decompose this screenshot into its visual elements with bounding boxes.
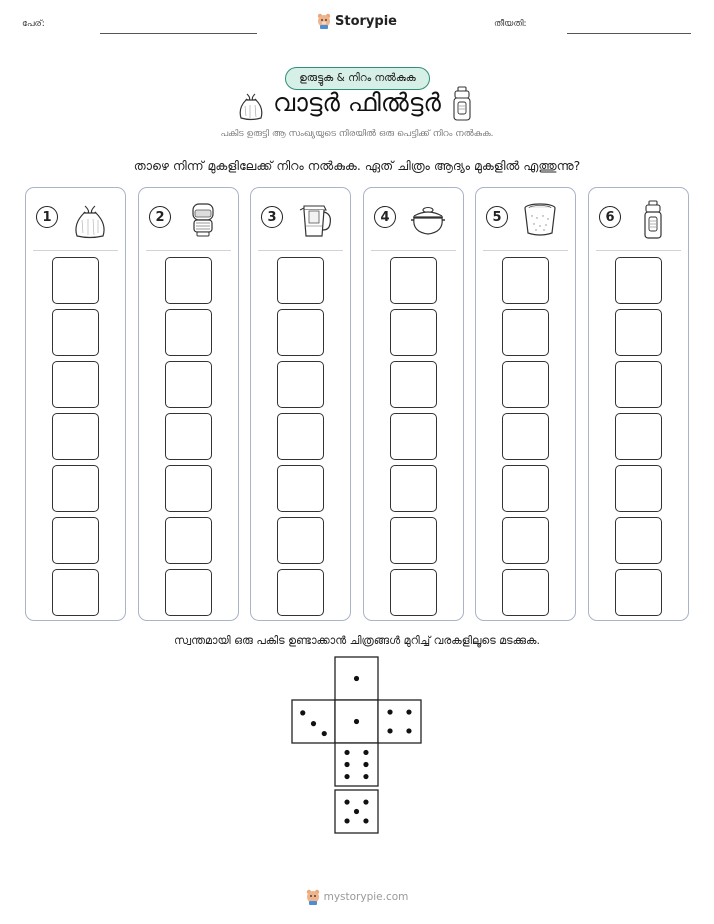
color-box[interactable] [390, 465, 437, 512]
color-box[interactable] [615, 413, 662, 460]
color-box[interactable] [277, 413, 324, 460]
dice-pip [363, 774, 368, 779]
dice-pip [344, 750, 349, 755]
color-box[interactable] [52, 309, 99, 356]
dice-face-1 [335, 700, 378, 743]
color-box[interactable] [502, 361, 549, 408]
page-title: വാട്ടർ ഫിൽട്ടർ [273, 88, 441, 117]
column-number: 2 [149, 206, 171, 228]
brand-name: Storypie [335, 13, 397, 29]
dice-net-instruction: സ്വന്തമായി ഒരു പകിട ഉണ്ടാക്കാൻ ചിത്രങ്ങൾ മുറിച്ച് വരകളിലൂടെ മടക്കുക. [174, 634, 540, 647]
color-box[interactable] [615, 309, 662, 356]
color-box[interactable] [390, 309, 437, 356]
filter-cartridge-icon [520, 200, 560, 240]
color-box[interactable] [52, 517, 99, 564]
color-box[interactable] [390, 413, 437, 460]
color-box[interactable] [165, 309, 212, 356]
footer [0, 889, 714, 909]
color-box[interactable] [390, 569, 437, 616]
dice-face-1 [335, 657, 378, 700]
column-divider [371, 250, 456, 251]
dice-pip [406, 709, 411, 714]
column-divider [596, 250, 681, 251]
color-box[interactable] [277, 569, 324, 616]
color-box[interactable] [277, 517, 324, 564]
column-3 [250, 187, 351, 621]
color-box[interactable] [502, 257, 549, 304]
dice-pip [311, 721, 316, 726]
drawstring-bag-icon [70, 200, 110, 240]
dice-pip [363, 750, 368, 755]
color-box[interactable] [52, 465, 99, 512]
color-box[interactable] [165, 569, 212, 616]
color-box[interactable] [52, 257, 99, 304]
color-box[interactable] [165, 517, 212, 564]
color-box[interactable] [502, 569, 549, 616]
color-box[interactable] [502, 517, 549, 564]
color-box[interactable] [165, 361, 212, 408]
filter-bottle-icon [633, 200, 673, 240]
column-divider [258, 250, 343, 251]
column-number: 3 [261, 206, 283, 228]
color-box[interactable] [52, 569, 99, 616]
color-box[interactable] [615, 465, 662, 512]
color-box[interactable] [615, 257, 662, 304]
filter-bottle-icon [451, 86, 473, 122]
color-box[interactable] [52, 413, 99, 460]
clay-pot-icon [408, 200, 448, 240]
activity-badge: ഉരുട്ടുക & നിറം നൽകുക [285, 67, 430, 90]
dice-pip [344, 774, 349, 779]
color-box[interactable] [615, 517, 662, 564]
color-box[interactable] [277, 309, 324, 356]
brand [0, 13, 714, 33]
dice-face-4 [378, 700, 421, 743]
column-1 [25, 187, 126, 621]
dice-pip [406, 728, 411, 733]
column-number: 1 [36, 206, 58, 228]
dice-pip [300, 710, 305, 715]
date-label: തീയതി: [494, 19, 527, 29]
dice-pip [387, 709, 392, 714]
dice-pip [322, 731, 327, 736]
name-field[interactable] [100, 33, 257, 34]
column-number: 5 [486, 206, 508, 228]
column-divider [33, 250, 118, 251]
color-box[interactable] [165, 465, 212, 512]
dice-pip [344, 762, 349, 767]
color-box[interactable] [615, 569, 662, 616]
color-box[interactable] [277, 257, 324, 304]
column-number: 4 [374, 206, 396, 228]
column-2 [138, 187, 239, 621]
faucet-filter-icon [183, 200, 223, 240]
dice-pip [363, 762, 368, 767]
filter-pitcher-icon [295, 200, 335, 240]
name-label: പേര്: [22, 19, 45, 29]
dice-pip [354, 676, 359, 681]
column-4 [363, 187, 464, 621]
color-box[interactable] [390, 257, 437, 304]
dice-pip [354, 809, 359, 814]
subtitle: പകിട ഉരുട്ടി ആ സംഖ്യയുടെ നിരയിൽ ഒരു പെട്ടിക്ക് നിറം നൽകുക. [220, 129, 494, 139]
instruction: താഴെ നിന്ന് മുകളിലേക്ക് നിറം നൽകുക. ഏത് ചിത്രം ആദ്യം മുകളിൽ എത്തുന്നു? [133, 158, 581, 173]
dice-pip [363, 818, 368, 823]
color-box[interactable] [390, 361, 437, 408]
dice-pip [363, 799, 368, 804]
color-box[interactable] [52, 361, 99, 408]
color-box[interactable] [502, 413, 549, 460]
color-box[interactable] [165, 257, 212, 304]
dice-face-6 [335, 743, 378, 786]
color-box[interactable] [165, 413, 212, 460]
date-field[interactable] [567, 33, 691, 34]
dice-pip [344, 818, 349, 823]
color-box[interactable] [502, 309, 549, 356]
column-divider [146, 250, 231, 251]
color-box[interactable] [502, 465, 549, 512]
dice-pip [387, 728, 392, 733]
bear-logo-icon [306, 889, 320, 905]
color-box[interactable] [615, 361, 662, 408]
color-box[interactable] [277, 361, 324, 408]
column-divider [483, 250, 568, 251]
column-number: 6 [599, 206, 621, 228]
color-box[interactable] [277, 465, 324, 512]
column-6 [588, 187, 689, 621]
color-box[interactable] [390, 517, 437, 564]
column-5 [475, 187, 576, 621]
bear-logo-icon [317, 13, 331, 29]
dice-face-5 [335, 790, 378, 833]
dice-pip [354, 719, 359, 724]
dice-pip [344, 799, 349, 804]
dice-face-3 [292, 700, 335, 743]
footer-url: mystorypie.com [323, 891, 409, 903]
